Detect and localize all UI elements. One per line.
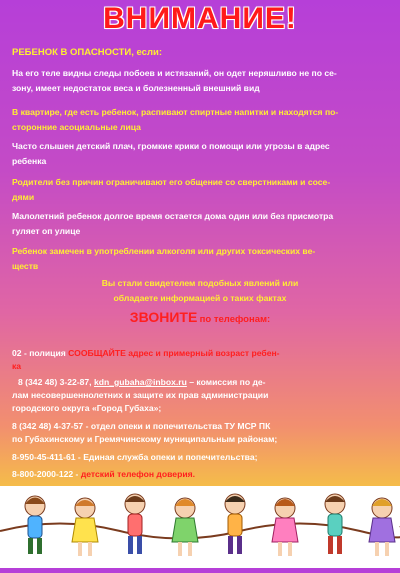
call-main: ЗВОНИТЕ (129, 309, 198, 325)
contact-label: полиция (29, 348, 66, 358)
list-item-line: дями (12, 191, 35, 202)
page-title: ВНИМАНИЕ! (103, 2, 297, 35)
contact-text: по Губахинскому и Гремячинскому муниципальным районам; (12, 434, 278, 444)
list-item (12, 105, 388, 134)
children-holding-hands-illustration (0, 486, 400, 568)
list-item (12, 66, 388, 95)
contact-text: лам несовершеннолетних и защите их прав администрации (12, 390, 269, 400)
list-item-line: ребенка (12, 155, 47, 166)
contact-service (12, 451, 388, 464)
phone-number: 8-800-2000-122 - (12, 469, 79, 479)
phone-number: 8-950-45-411-61 - (12, 452, 81, 462)
list-item (12, 209, 388, 238)
phone-number: 02 - (12, 348, 27, 358)
contact-text: отдел опеки и попечительства ТУ МСР ПК (90, 421, 271, 431)
list-item-line: В квартире, где есть ребенок, распивают спиртные напитки и находятся по- (12, 107, 339, 117)
contact-hotline (12, 468, 388, 481)
list-item (12, 244, 388, 273)
contact-text: СООБЩАЙТЕ адрес и примерный возраст ребен- (68, 348, 280, 358)
contact-text: – комиссия по де- (189, 377, 266, 387)
list-item-line: Часто слышен детский плач, громкие крики о помощи или угрозы в адрес (12, 141, 330, 151)
contact-police (12, 347, 388, 373)
contact-kdn (12, 376, 388, 415)
contact-text: городского округа «Город Губаха»; (12, 403, 162, 413)
contact-text: Единая служба опеки и попечительства; (83, 452, 258, 462)
call-heading (0, 310, 400, 328)
list-item (12, 139, 388, 168)
phone-number: 8 (342 48) 3-22-87, (18, 377, 92, 387)
contact-text: детский телефон доверия. (80, 469, 195, 479)
list-item-line: сторонние асоциальные лица (12, 121, 141, 132)
list-item-line: Родители без причин ограничивают его общение со сверстниками и сосе- (12, 177, 331, 187)
contact-opeka (12, 420, 388, 446)
list-item-line: На его теле видны следы побоев и истязаний, он одет неряшливо не по се- (12, 68, 337, 78)
list-item-line: гуляет оп улице (12, 225, 81, 236)
kids-illustration (0, 486, 400, 568)
list-item-line: Ребенок замечен в употреблении алкоголя или других токсических ве- (12, 246, 316, 256)
witness-line-1: Вы стали свидетелем подобных явлений или (101, 278, 299, 288)
list-item-line: Малолетний ребенок долгое время остается дома один или без присмотра (12, 211, 334, 221)
list-item-line: ществ (12, 260, 39, 271)
witness-line-2: обладаете информацией о таких фактах (113, 293, 287, 303)
contact-text: ка (12, 361, 22, 371)
call-sub: по телефонам: (199, 314, 271, 325)
phone-number: 8 (342 48) 4-37-57 - (12, 421, 89, 431)
email-link[interactable]: kdn_gubaha@inbox.ru (93, 377, 187, 387)
list-item-line: зону, имеет недостаток веса и болезненный внешний вид (12, 82, 260, 93)
section-header: РЕБЕНОК В ОПАСНОСТИ, если: (12, 47, 162, 58)
list-item (12, 175, 388, 204)
